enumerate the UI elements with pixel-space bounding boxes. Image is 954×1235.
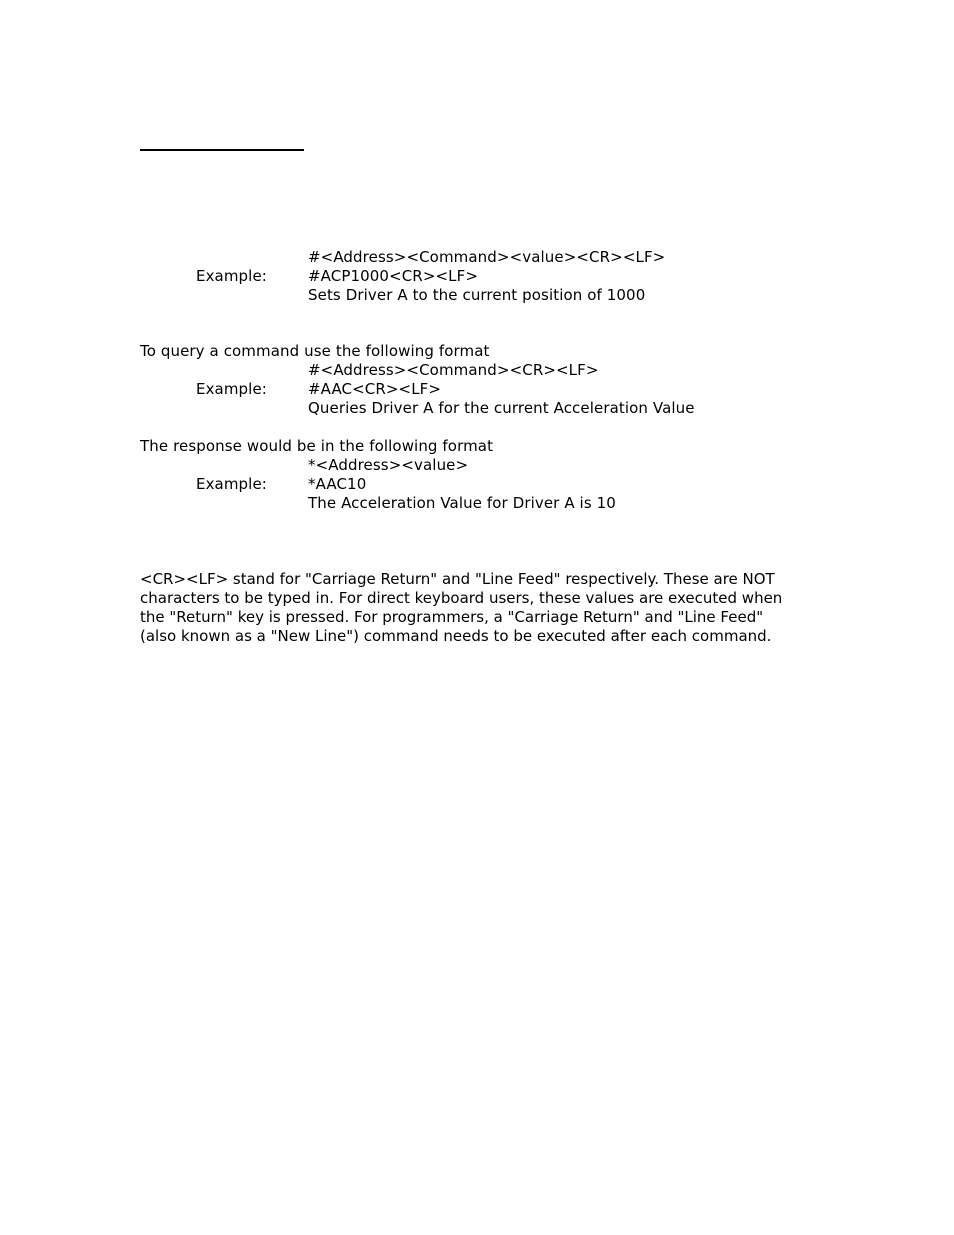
- note-line: <CR><LF> stand for "Carriage Return" and "Line Feed" respectively. These are NOT: [140, 570, 775, 588]
- set-example-command: #ACP1000<CR><LF>: [308, 267, 479, 285]
- note-line: (also known as a "New Line") command needs to be executed after each command.: [140, 627, 772, 645]
- response-intro: The response would be in the following format: [140, 437, 494, 455]
- crlf-note-paragraph: [140, 570, 830, 646]
- set-example-description: Sets Driver A to the current position of 1000: [308, 286, 646, 304]
- query-example-command: #AAC<CR><LF>: [308, 380, 442, 398]
- response-format: *<Address><value>: [308, 456, 469, 474]
- note-line: characters to be typed in. For direct keyboard users, these values are executed when: [140, 589, 783, 607]
- heading-underline: [140, 149, 304, 151]
- query-command-format: #<Address><Command><CR><LF>: [308, 361, 599, 379]
- query-example-label: Example:: [196, 380, 267, 398]
- query-intro: To query a command use the following format: [140, 342, 490, 360]
- response-example-description: The Acceleration Value for Driver A is 10: [308, 494, 616, 512]
- note-line: the "Return" key is pressed. For programmers, a "Carriage Return" and "Line Feed": [140, 608, 764, 626]
- set-command-format: #<Address><Command><value><CR><LF>: [308, 248, 666, 266]
- response-example: *AAC10: [308, 475, 367, 493]
- set-example-label: Example:: [196, 267, 267, 285]
- query-example-description: Queries Driver A for the current Acceleration Value: [308, 399, 695, 417]
- response-example-label: Example:: [196, 475, 267, 493]
